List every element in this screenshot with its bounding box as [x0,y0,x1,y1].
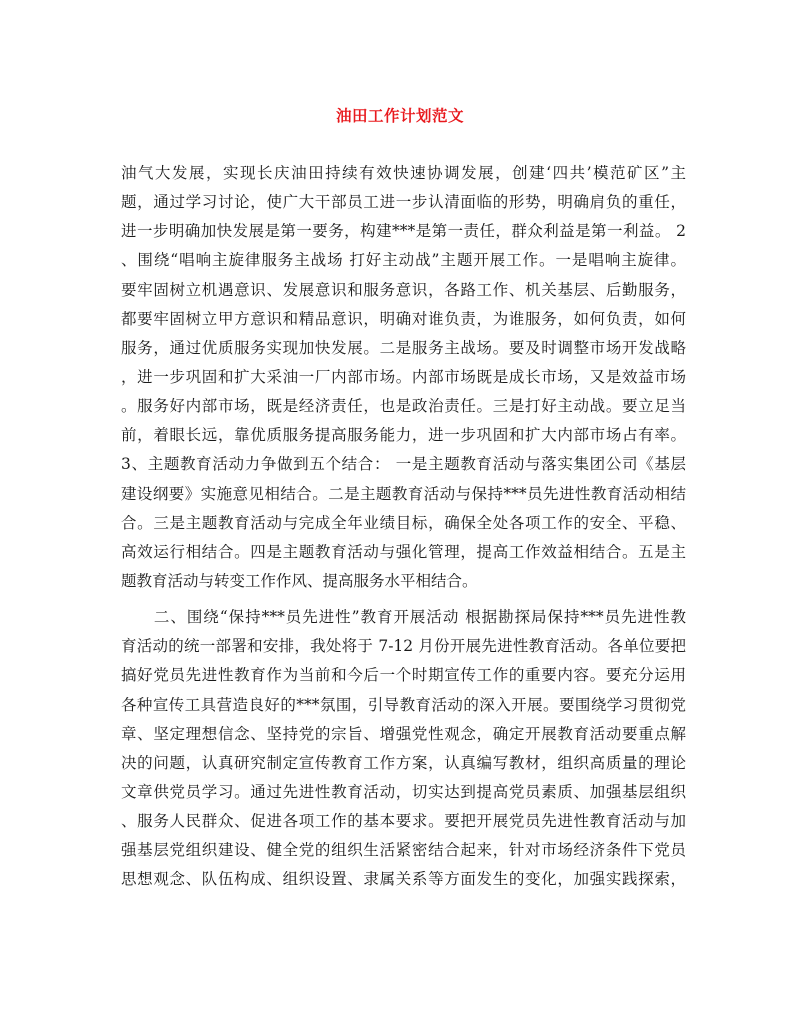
text-line: 前，着眼长远，靠优质服务提高服务能力，进一步巩固和扩大内部市场占有率。 [121,426,686,445]
text-line: 、服务人民群众、促进各项工作的基本要求。要把开展党员先进性教育活动与加 [121,812,686,831]
text-line: 进一步明确加快发展是第一要务，构建***是第一责任，群众利益是第一利益。 2 [121,222,686,241]
text-line: 决的问题，认真研究制定宣传教育工作方案，认真编写教材，组织高质量的理论 [121,753,686,772]
text-line: 搞好党员先进性教育作为当前和今后一个时期宣传工作的重要内容。要充分运用 [121,666,686,685]
text-line: 题教育活动与转变工作作风、提高服务水平相结合。 [121,571,478,590]
text-line: 各种宣传工具营造良好的***氛围，引导教育活动的深入开展。要围绕学习贯彻党 [121,695,686,714]
text-line: 章、坚定理想信念、坚持党的宗旨、增强党性观念，确定开展教育活动要重点解 [121,724,686,743]
text-line: 育活动的统一部署和安排，我处将于 7-12 月份开展先进性教育活动。各单位要把 [121,637,686,656]
text-line: 强基层党组织建设、健全党的组织生活紧密结合起来，针对市场经济条件下党员 [121,841,686,860]
text-line: 。服务好内部市场，既是经济责任，也是政治责任。三是打好主动战。要立足当 [121,397,686,416]
paragraph-1 [121,159,686,596]
text-line: 文章供党员学习。通过先进性教育活动，切实达到提高党员素质、加强基层组织 [121,782,686,801]
document-title: 油田工作计划范文 [335,106,464,125]
document-body [121,159,686,895]
text-line: 建设纲要》实施意见相结合。二是主题教育活动与保持***员先进性教育活动相结 [121,484,686,503]
text-line: 思想观念、队伍构成、组织设置、隶属关系等方面发生的变化，加强实践探索， [121,870,686,889]
text-line: 、围绕“唱响主旋律服务主战场 打好主动战”主题开展工作。一是唱响主旋律。 [121,251,686,270]
text-line: 要牢固树立机遇意识、发展意识和服务意识，各路工作、机关基层、后勤服务， [121,280,686,299]
text-line: ，进一步巩固和扩大采油一厂内部市场。内部市场既是成长市场，又是效益市场 [121,367,686,386]
text-line: 二、围绕“保持***员先进性”教育开展活动 根据勘探局保持***员先进性教 [121,608,686,627]
text-line: 服务，通过优质服务实现加快发展。二是服务主战场。要及时调整市场开发战略 [121,338,686,357]
text-line: 高效运行相结合。四是主题教育活动与强化管理，提高工作效益相结合。五是主 [121,542,686,561]
text-line: 3、主题教育活动力争做到五个结合： 一是主题教育活动与落实集团公司《基层 [121,455,686,474]
text-line: 合。三是主题教育活动与完成全年业绩目标，确保全处各项工作的安全、平稳、 [121,513,686,532]
text-line: 题，通过学习讨论，使广大干部员工进一步认清面临的形势，明确肩负的重任， [121,193,686,212]
text-line: 都要牢固树立甲方意识和精品意识，明确对谁负责，为谁服务，如何负责，如何 [121,309,686,328]
text-line: 油气大发展，实现长庆油田持续有效快速协调发展，创建‘四共’模范矿区”主 [121,164,686,182]
paragraph-2 [121,603,686,894]
